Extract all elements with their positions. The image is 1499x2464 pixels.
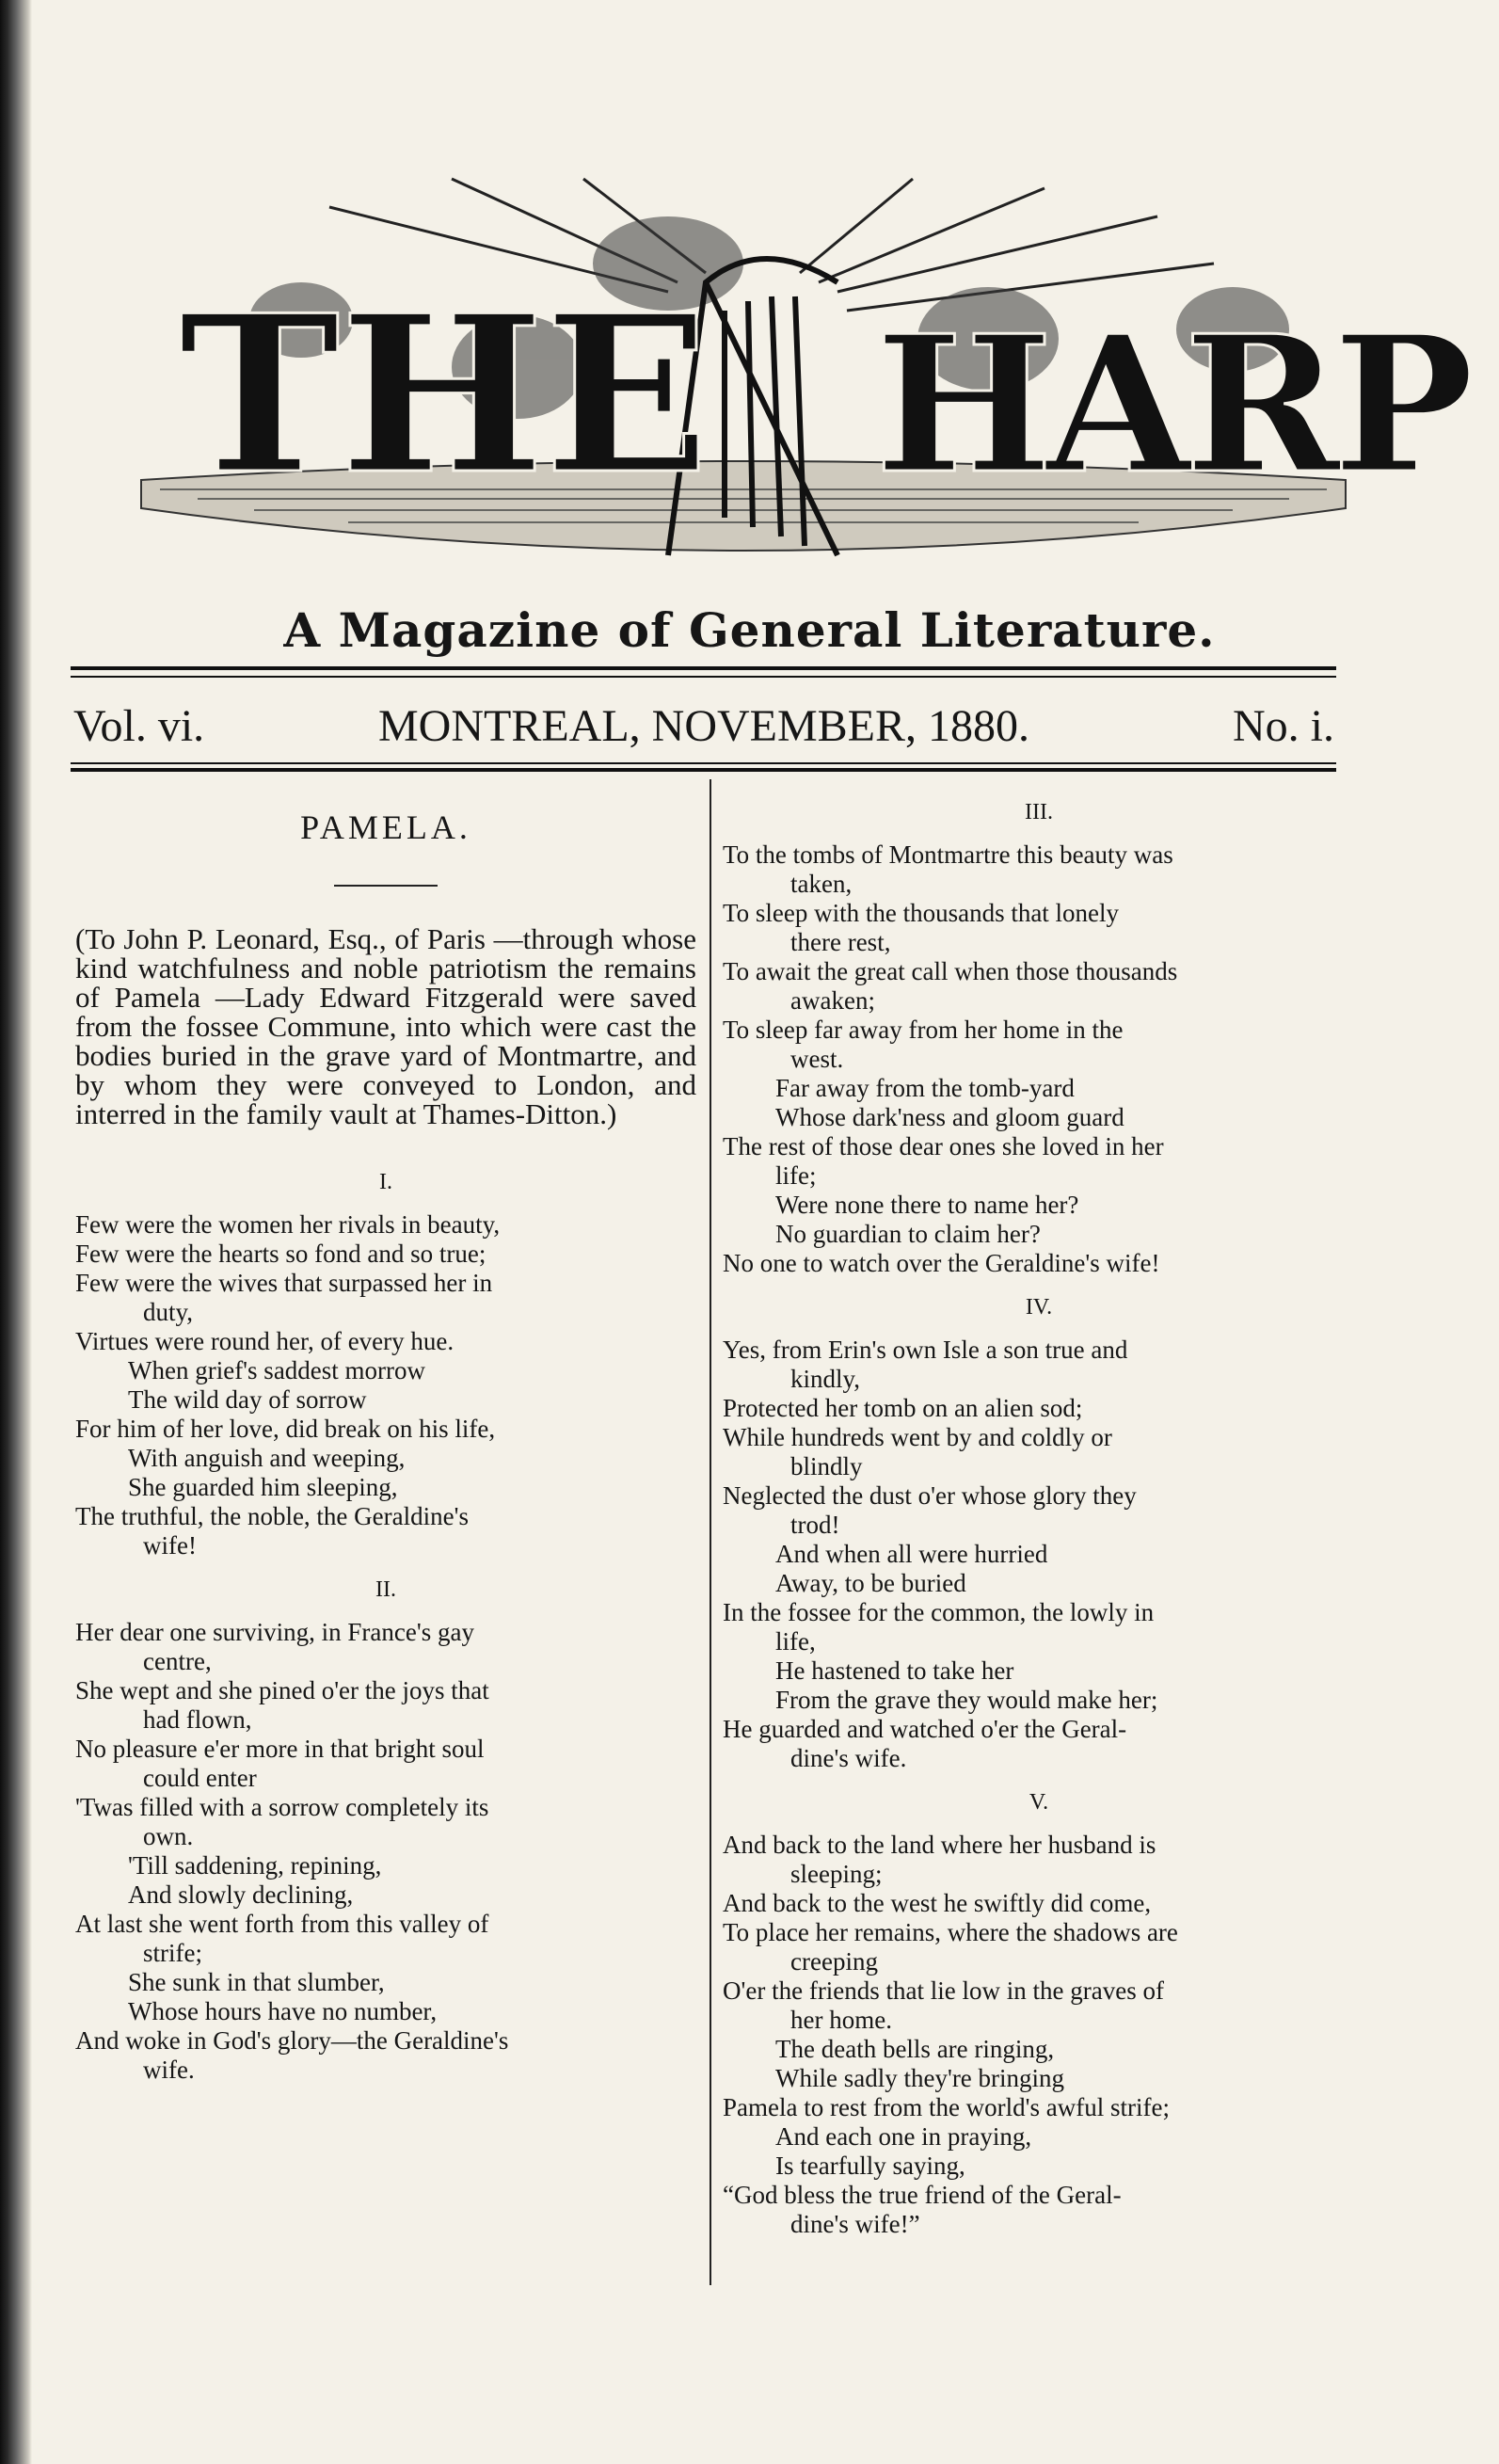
verse-line: He hastened to take her <box>775 1656 1014 1685</box>
verse-line: Away, to be buried <box>775 1569 966 1597</box>
verse-line: To sleep with the thousands that lonely <box>723 899 1120 927</box>
verse-line: No pleasure e'er more in that bright soul <box>75 1735 485 1763</box>
stanza-2 <box>75 1618 696 2085</box>
verse-line: While hundreds went by and coldly or <box>723 1423 1112 1451</box>
dedication: (To John P. Leonard, Esq., of Paris —through whose kind watchfulness and noble patriotism the remains of Pamela —Lady Edward Fitzgerald were saved from the fossee Commune, into which were cast the bodies buried in the grave yard of Montmartre, and by whom they were conveyed to London, and interred in the family vault at Thames-Ditton.) <box>75 922 696 1130</box>
verse-line: taken, <box>790 870 853 898</box>
verse-line: The truthful, the noble, the Geraldine's <box>75 1502 469 1530</box>
verse-line: Virtues were round her, of every hue. <box>75 1327 454 1355</box>
verse-line: To the tombs of Montmartre this beauty was <box>723 840 1173 869</box>
verse-line: dine's wife!” <box>790 2210 920 2238</box>
verse-line: life; <box>775 1161 817 1190</box>
verse-line: When grief's saddest morrow <box>128 1356 426 1384</box>
verse-line: Few were the wives that surpassed her in <box>75 1269 493 1297</box>
verse-line: strife; <box>143 1939 202 1967</box>
verse-line: wife. <box>143 2056 195 2084</box>
verse-line: centre, <box>143 1647 212 1675</box>
verse-line: The wild day of sorrow <box>128 1385 367 1414</box>
verse-line: creeping <box>790 1947 878 1976</box>
header-rule-bottom <box>71 768 1336 772</box>
verse-line: She wept and she pined o'er the joys that <box>75 1676 489 1704</box>
stanza-5 <box>723 1831 1355 2239</box>
volume-number: Vol. vi. <box>73 701 205 751</box>
dateline <box>73 698 1334 755</box>
verse-line: The death bells are ringing, <box>775 2035 1055 2063</box>
verse-line: She guarded him sleeping, <box>128 1473 398 1501</box>
verse-line: With anguish and weeping, <box>128 1444 406 1472</box>
verse-line: And each one in praying, <box>775 2122 1032 2151</box>
stanza-numeral: V. <box>1029 1790 1049 1815</box>
verse-line: Pamela to rest from the world's awful strife; <box>723 2093 1170 2121</box>
verse-line: blindly <box>790 1452 863 1480</box>
verse-line: And when all were hurried <box>775 1540 1048 1568</box>
verse-line: sleeping; <box>790 1860 883 1888</box>
verse-line: trod! <box>790 1511 840 1539</box>
verse-line: From the grave they would make her; <box>775 1686 1158 1714</box>
verse-line: dine's wife. <box>790 1744 907 1772</box>
verse-line: And back to the west he swiftly did come, <box>723 1889 1152 1917</box>
stanza-4 <box>723 1336 1355 1773</box>
verse-line: He guarded and watched o'er the Geral- <box>723 1715 1127 1743</box>
verse-line: 'Twas filled with a sorrow completely its <box>75 1793 489 1821</box>
verse-line: Few were the women her rivals in beauty, <box>75 1210 501 1239</box>
verse-line: Is tearfully saying, <box>775 2152 965 2180</box>
verse-line: To await the great call when those thousands <box>723 957 1178 985</box>
stanza-3 <box>723 840 1355 1278</box>
verse-line: Were none there to name her? <box>775 1191 1079 1219</box>
article-title: PAMELA. <box>300 808 471 846</box>
header-rule-top <box>71 666 1336 670</box>
svg-text:THE: THE <box>179 268 710 522</box>
place-date: MONTREAL, NOVEMBER, 1880. <box>378 701 1029 751</box>
verse-line: Whose hours have no number, <box>128 1997 438 2025</box>
verse-line: 'Till saddening, repining, <box>128 1851 382 1880</box>
stanza-numeral: II. <box>375 1577 396 1602</box>
verse-line: O'er the friends that lie low in the graves of <box>723 1976 1164 2005</box>
verse-line: duty, <box>143 1298 193 1326</box>
verse-line: her home. <box>790 2006 892 2034</box>
verse-line: could enter <box>143 1764 257 1792</box>
verse-line: kindly, <box>790 1365 860 1393</box>
verse-line: To place her remains, where the shadows are <box>723 1918 1178 1946</box>
verse-line: “God bless the true friend of the Geral- <box>723 2181 1122 2209</box>
verse-line: own. <box>143 1822 194 1850</box>
verse-line: awaken; <box>790 986 875 1015</box>
masthead-illustration <box>141 179 1467 593</box>
verse-line: Neglected the dust o'er whose glory they <box>723 1481 1137 1510</box>
verse-line: had flown, <box>143 1705 252 1734</box>
verse-line: At last she went forth from this valley of <box>75 1910 489 1938</box>
verse-line: Yes, from Erin's own Isle a son true and <box>723 1336 1128 1364</box>
verse-line: For him of her love, did break on his life, <box>75 1415 496 1443</box>
verse-line: Protected her tomb on an alien sod; <box>723 1394 1083 1422</box>
stanza-numeral: III. <box>1025 800 1053 824</box>
verse-line: Few were the hearts so fond and so true; <box>75 1240 486 1268</box>
verse-line: west. <box>790 1045 844 1073</box>
verse-line: wife! <box>143 1531 197 1560</box>
verse-line: To sleep far away from her home in the <box>723 1016 1124 1044</box>
column-divider <box>710 779 711 2285</box>
verse-line: No guardian to claim her? <box>775 1220 1041 1248</box>
svg-text:HARP: HARP <box>875 295 1467 516</box>
verse-line: And woke in God's glory—the Geraldine's <box>75 2026 509 2055</box>
header-rule-top-thin <box>71 676 1336 678</box>
verse-line: In the fossee for the common, the lowly in <box>723 1598 1155 1626</box>
verse-line: Her dear one surviving, in France's gay <box>75 1618 474 1646</box>
verse-line: Whose dark'ness and gloom guard <box>775 1103 1124 1131</box>
issue-number: No. i. <box>1233 701 1334 751</box>
verse-line: life, <box>775 1627 816 1656</box>
verse-line: there rest, <box>790 928 891 956</box>
stanza-numeral: IV. <box>1025 1295 1053 1320</box>
verse-line: She sunk in that slumber, <box>128 1968 385 1996</box>
masthead-subtitle: A Magazine of General Literature. <box>283 602 1216 658</box>
verse-line: Far away from the tomb-yard <box>775 1074 1075 1102</box>
title-rule <box>334 885 438 887</box>
stanza-numeral: I. <box>379 1170 392 1194</box>
right-column <box>723 800 1355 2239</box>
left-column <box>75 800 696 2085</box>
verse-line: And back to the land where her husband is <box>723 1831 1156 1859</box>
verse-line: No one to watch over the Geraldine's wife! <box>723 1249 1160 1277</box>
verse-line: The rest of those dear ones she loved in her <box>723 1132 1164 1160</box>
stanza-1 <box>75 1210 696 1560</box>
header-rule-bottom-thin <box>71 762 1336 764</box>
verse-line: And slowly declining, <box>128 1880 354 1909</box>
page-binding-edge <box>0 0 32 2464</box>
verse-line: While sadly they're bringing <box>775 2064 1065 2092</box>
